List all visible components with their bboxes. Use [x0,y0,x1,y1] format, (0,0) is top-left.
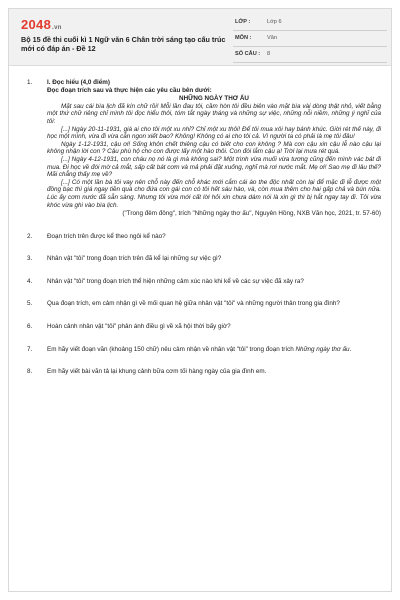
question-number: 5. [27,300,33,308]
question-number: 2. [27,232,33,240]
meta-row-question-count [233,47,387,63]
question-text-title: Những ngày thơ ấu [295,345,350,353]
question-item [21,233,381,241]
site-logo[interactable] [21,17,62,32]
question-item [21,300,381,308]
question-text: Hoàn cảnh nhân vật "tôi" phản ánh điều gì về xã hội thời bấy giờ? [47,323,231,331]
passage-title: NHỮNG NGÀY THƠ ẤU [179,95,249,103]
question-text: Đoạn trích trên được kể theo ngôi kể nào? [47,232,166,240]
question-instruction: Đọc đoạn trích sau và thực hiện các yêu cầu bên dưới: [47,86,212,94]
passage-paragraph: Ngày 1-12-1931, cậu ơi! Sống khôn chết thiêng cậu có biết cho con không ? Mà con cậu xin cậu lễ nào cậu lại không nhận lời con ? Cậu phù hộ cho con được lấy một hào thôi. Con đói lắm cậu ạ! Trời lại mưa rét quá. [47,140,381,156]
question-text [47,346,381,354]
question-list [21,79,381,376]
document-page [8,8,392,592]
question-item [21,368,381,376]
meta-row-subject [233,31,387,47]
question-number: 7. [27,345,33,353]
question-text: Nhân vật "tôi" trong đoạn trích trên đã kể lại những sự việc gì? [47,255,222,263]
meta-label: SỐ CÂU : [235,51,261,57]
question-item [21,79,381,218]
question-item [21,346,381,354]
passage-paragraph: [...] Ngày 4-12-1931, con cháu nọ nó là gì mà không sai? Một trình vừa muối vừa tương cũng đến mình vác bát đi mua. Đi học về đói mờ cả mắt, sấp cất bát cơm và mả phải đặt xuống, nghĩ mà rơi nước mắt. Mẹ ơi! Sao mẹ đi lâu thế? Mãi chẳng thấy mẹ về? [47,155,381,179]
passage-paragraph: Mặt sau cái bìa lịch đã kín chữ rồi! Mỗi lần đau tôi, cầm hòn tôi đều biên vào mặt bìa vài dòng thật nhỏ, viết bằng một thứ chữ riêng chỉ mình tôi đọc hiểu thôi, tóm tắt ngày tháng và những sự việc, những nỗi niềm, những ý nghĩ của tôi: [47,102,381,125]
document-title: Bộ 15 đề thi cuối kì 1 Ngữ văn 6 Chân trời sáng tạo cấu trúc mới có đáp án - Đề 12 [21,35,226,53]
question-text: Qua đoạn trích, em cảm nhận gì về mối quan hệ giữa nhân vật "tôi" và những người thân trong gia đình? [47,300,340,308]
logo-suffix: .vn [52,25,62,31]
passage-paragraph: [...] Ngày 20-11-1931, giá ai cho tôi một xu nhỉ? Chỉ một xu thôi! Để tôi mua xôi hay bánh khúc. Giời rét thế này, đi học một mình, vừa đi vừa cắn ngon xiết bao? Không! Không có ai cho tôi cả. Vì người ta có phải là mẹ tôi đâu! [47,125,381,141]
question-text: Nhân vật "tôi" trong đoạn trích thể hiện những cảm xúc nào khi kể về các sự việc đã xảy ra? [47,277,304,285]
meta-value: Văn [267,35,277,41]
meta-row-class [233,15,387,31]
question-text-part: Em hãy viết đoạn văn (khoảng 150 chữ) nêu cảm nhận về nhân vật "tôi" trong đoạn trích [47,345,296,353]
question-number: 4. [27,277,33,285]
question-number: 8. [27,368,33,376]
passage-source: ("Trong đêm đông", trích "Những ngày thơ ấu", Nguyên Hồng, NXB Văn học, 2021, tr. 57-60) [122,210,381,218]
document-meta [233,15,387,63]
section-heading: I. Đọc hiểu (4,0 điểm) [47,79,110,86]
question-item [21,278,381,286]
passage-paragraph: [...] Có một lần bà tôi vay nên chỗ này đến chỗ khác mới cắm cái áo the độc nhất còn lại để mặc đi lễ được một đồng bạc thì giá ngay tiền quà cho đứa con gái con có tôi hết sáu hào, và, còn mua thêm cho hai gấp chả và bún nữa. Lúc ấy cơm nước đã sẵn sàng. Nhưng tôi vừa mới cất lời hỏi xin chưa dám nói là xin gì thì bị hắt ngay tay đi. Tôi vừa khóc vừa ghi vào bìa lịch. [47,178,381,209]
question-item [21,323,381,331]
question-number: 3. [27,255,33,263]
question-number: 1. [27,79,33,86]
question-text: Em hãy viết bài văn tả lại khung cảnh bữa cơm tối hàng ngày của gia đình em. [47,368,267,376]
question-number: 6. [27,323,33,331]
meta-label: MÔN : [235,35,252,41]
question-item [21,255,381,263]
meta-value: 8 [267,51,271,57]
document-header [9,9,391,66]
meta-value: Lớp 6 [267,19,282,25]
question-text-part: . [349,345,352,353]
logo-main: 2048 [21,17,52,32]
meta-label: LỚP : [235,19,251,25]
